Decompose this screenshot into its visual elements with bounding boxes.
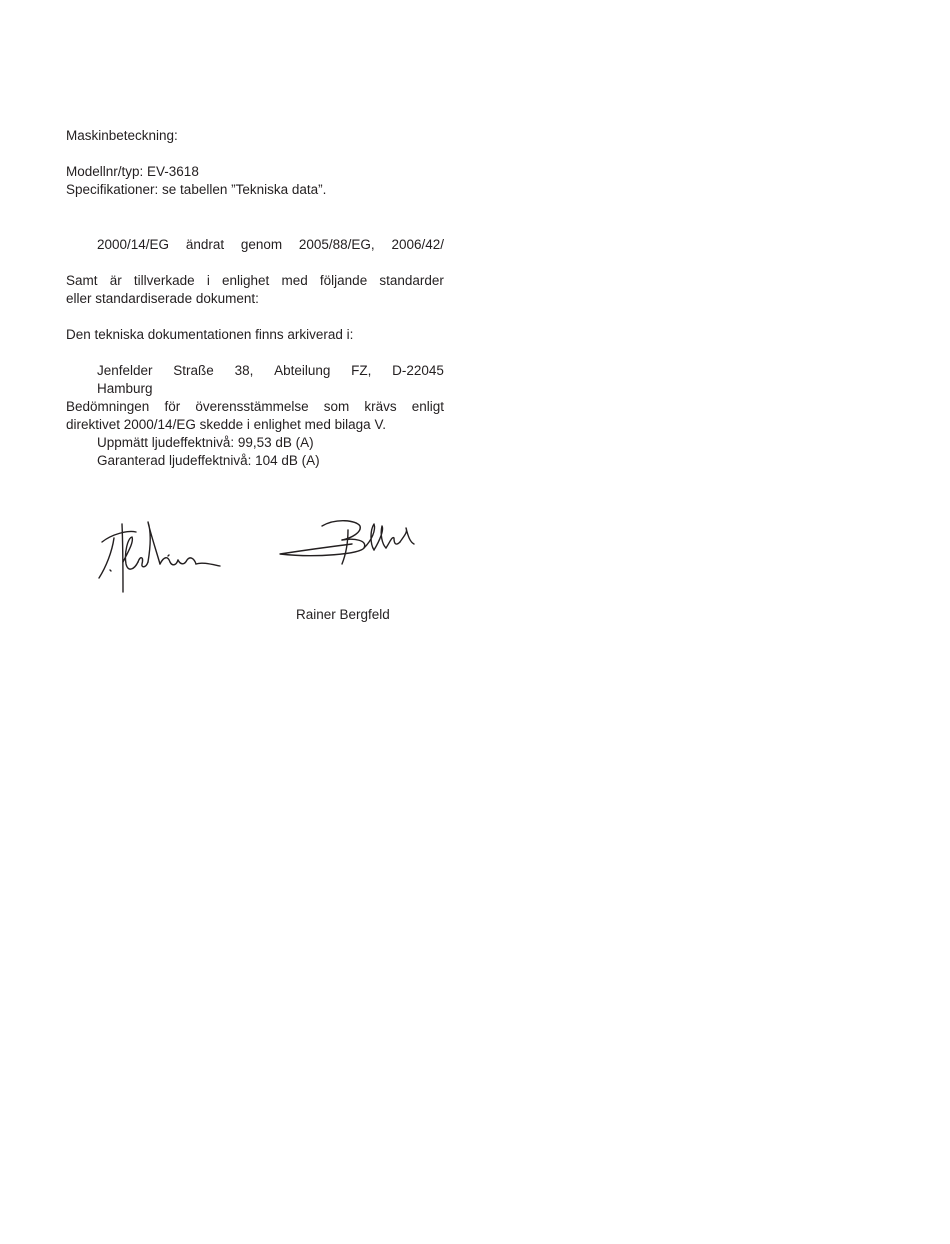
word: 2006/42/ [391,237,444,252]
standards-line-1 [66,272,444,290]
word: krävs [364,399,397,414]
word: följande [319,273,368,288]
documentation-city: Hamburg [97,381,153,396]
word: D-22045 [392,363,444,378]
assessment-line-1 [66,398,444,416]
word: 2005/88/EG, [298,237,375,252]
word: tillverkade [133,273,195,288]
documentation-address [97,362,444,380]
assessment-line-2: direktivet 2000/14/EG skedde i enlighet med bilaga V. [66,417,386,432]
word: Bedömningen [66,399,150,414]
word: FZ, [351,363,372,378]
word: Abteilung [274,363,331,378]
word: som [323,399,350,414]
word: enlighet [222,273,270,288]
guaranteed-sound-level: Garanterad ljudeffektnivå: 104 dB (A) [97,453,320,468]
signer-name: Rainer Bergfeld [296,607,390,622]
standards-line-2: eller standardiserade dokument: [66,291,259,306]
word: 38, [234,363,254,378]
word: med [281,273,308,288]
specification-line: Specifikationer: se tabellen ”Tekniska data”. [66,182,327,197]
machine-designation-label: Maskinbeteckning: [66,128,178,143]
word: ändrat [185,237,225,252]
word: Jenfelder [97,363,153,378]
model-line: Modellnr/typ: EV-3618 [66,164,199,179]
directive-line [97,236,444,254]
word: enligt [411,399,444,414]
word: standarder [379,273,444,288]
signature-2-image [276,516,424,568]
word: överensstämmelse [195,399,309,414]
word: är [109,273,122,288]
word: genom [240,237,283,252]
word: Straße [173,363,214,378]
word: 2000/14/EG [97,237,170,252]
word: för [164,399,181,414]
documentation-label: Den tekniska dokumentationen finns arkiverad i: [66,327,354,342]
word: i [206,273,210,288]
word: Samt [66,273,98,288]
signature-1-image [92,512,227,597]
measured-sound-level: Uppmätt ljudeffektnivå: 99,53 dB (A) [97,435,314,450]
